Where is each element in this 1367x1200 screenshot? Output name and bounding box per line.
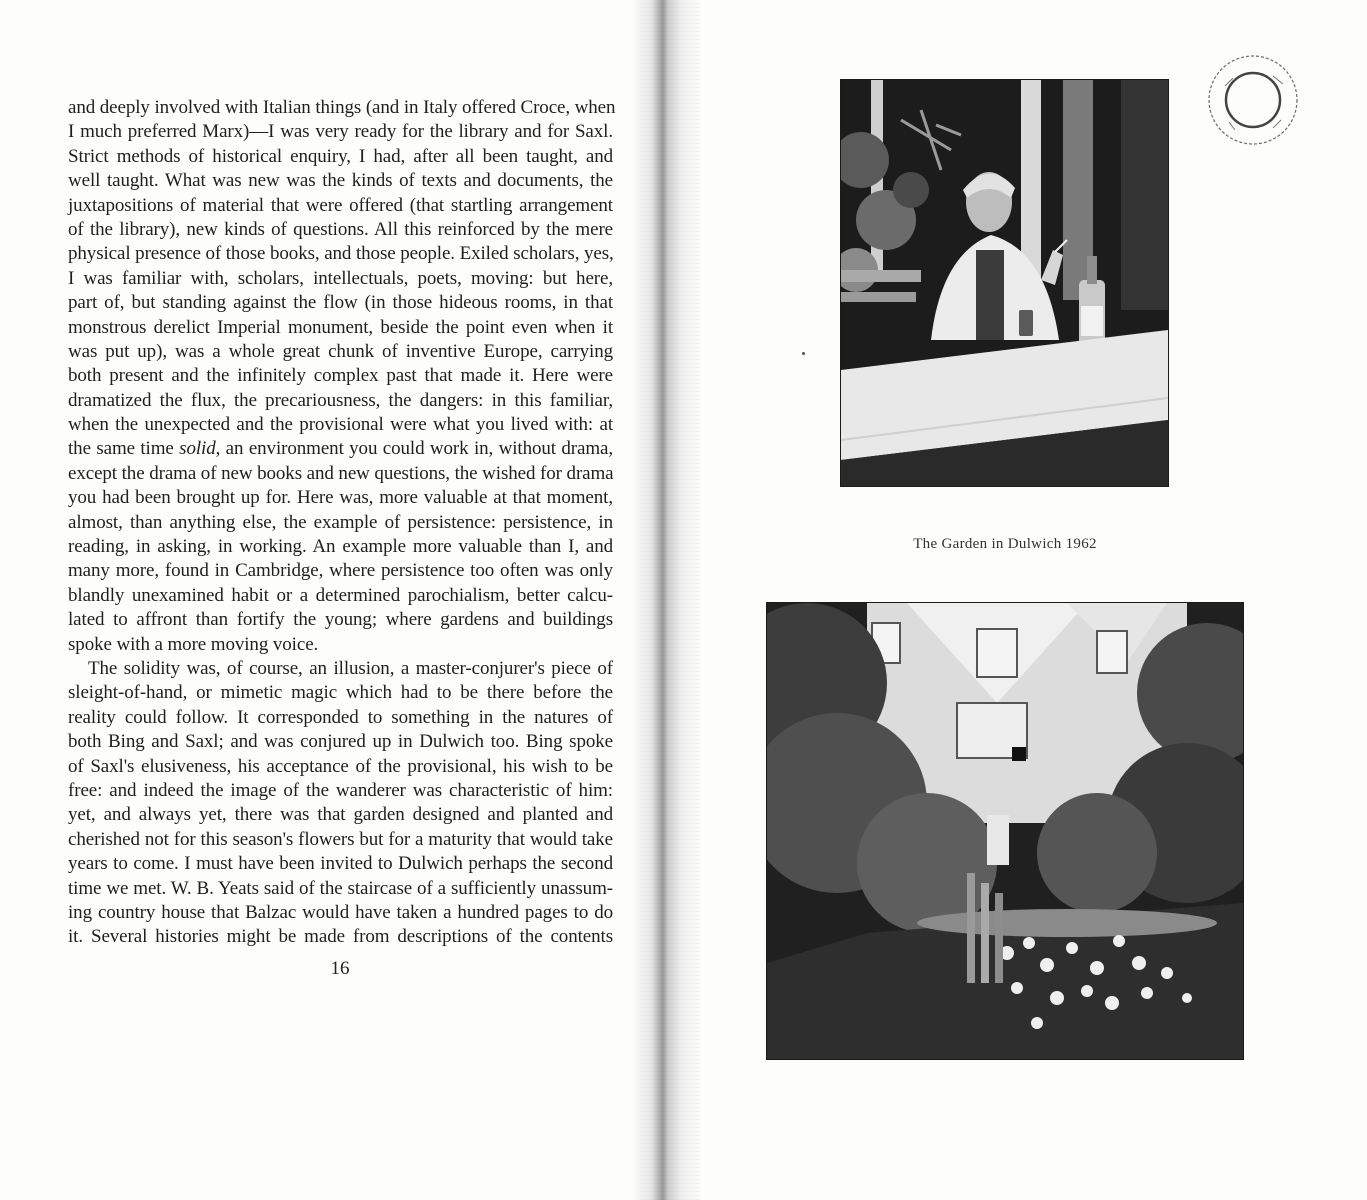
text-line: except the drama of new books and new questions, the wished for drama xyxy=(68,462,614,484)
text-line: yet, and always yet, there was that garden designed and planted and xyxy=(68,804,613,826)
text-line: sleight-of-hand, or mimetic magic which had to be there before the xyxy=(68,682,613,704)
speck xyxy=(802,352,805,355)
text-line: many more, found in Cambridge, where persistence too often was only xyxy=(68,560,613,582)
text-line: of the library), new kinds of questions. All this reinforced by the mere xyxy=(68,218,613,240)
text-line: time we met. W. B. Yeats said of the staircase of a sufficiently unassum- xyxy=(68,877,613,899)
text-line: it. Several histories might be made from descriptions of the contents xyxy=(68,926,613,948)
text-line: The solidity was, of course, an illusion, a master-conjurer's piece of xyxy=(88,657,613,679)
page-number: 16 xyxy=(330,958,350,979)
text-line: Strict methods of historical enquiry, I had, after all been taught, and xyxy=(68,145,613,167)
text-line: dramatized the flux, the precariousness, the dangers: in this familiar, xyxy=(68,389,613,411)
text-line: both Bing and Saxl; and was conjured up in Dulwich too. Bing spoke xyxy=(68,731,613,753)
library-stamp xyxy=(1203,50,1303,150)
left-page xyxy=(68,96,616,950)
photo-woman-at-table xyxy=(840,79,1169,487)
text-line: I was familiar with, scholars, intellectuals, poets, moving: but here, xyxy=(68,267,613,289)
text-line: free: and indeed the image of the wanderer was characteristic of him: xyxy=(68,779,613,801)
text-line: reading, in asking, in working. An example more valuable than I, and xyxy=(68,536,613,558)
photo-caption: The Garden in Dulwich 1962 xyxy=(913,536,1097,552)
text-line: was put up), was a whole great chunk of inventive Europe, carrying xyxy=(68,340,613,362)
text-line: lated to affront than fortify the young; where gardens and buildings xyxy=(68,609,613,631)
text-line: blandly unexamined habit or a determined parochialism, better calcu- xyxy=(68,584,613,606)
text-line: part of, but standing against the flow (in those hideous rooms, in that xyxy=(68,292,613,314)
text-line: years to come. I must have been invited to Dulwich perhaps the second xyxy=(68,853,613,875)
photo-garden-image xyxy=(767,603,1243,1059)
text-line: spoke with a more moving voice. xyxy=(68,633,319,655)
text-line: well taught. What was new was the kinds of texts and documents, the xyxy=(68,170,613,192)
text-line: when the unexpected and the provisional were what you lived with: at xyxy=(68,414,613,436)
text-line: the same time solid, an environment you could work in, without drama, xyxy=(68,438,613,460)
emphasis-word: solid xyxy=(179,438,216,460)
text-line: both present and the infinitely complex past that made it. Here were xyxy=(68,365,613,387)
text-line: reality could follow. It corresponded to something in the natures of xyxy=(68,706,613,728)
text-line: of Saxl's elusiveness, his acceptance of the provisional, his wish to be xyxy=(68,755,613,777)
text-line: almost, than anything else, the example of persistence: persistence, in xyxy=(68,511,613,533)
text-line: you had been brought up for. Here was, more valuable at that moment, xyxy=(68,487,613,509)
text-line: physical presence of those books, and those people. Exiled scholars, yes, xyxy=(68,243,614,265)
body-text xyxy=(68,96,616,950)
text-line: cherished not for this season's flowers but for a maturity that would take xyxy=(68,828,613,850)
photo-woman-image xyxy=(841,80,1168,486)
photo-garden-dulwich xyxy=(766,602,1244,1060)
text-line: juxtapositions of material that were offered (that startling arrangement xyxy=(68,194,613,216)
text-line: monstrous derelict Imperial monument, beside the point even when it xyxy=(68,316,613,338)
text-line: I much preferred Marx)—I was very ready for the library and for Saxl. xyxy=(68,121,613,143)
text-line: and deeply involved with Italian things (and in Italy offered Croce, when xyxy=(68,97,616,118)
stamp-icon xyxy=(1203,50,1303,150)
gutter-texture xyxy=(640,0,700,1200)
text-line: ing country house that Balzac would have taken a hundred pages to do xyxy=(68,901,613,923)
